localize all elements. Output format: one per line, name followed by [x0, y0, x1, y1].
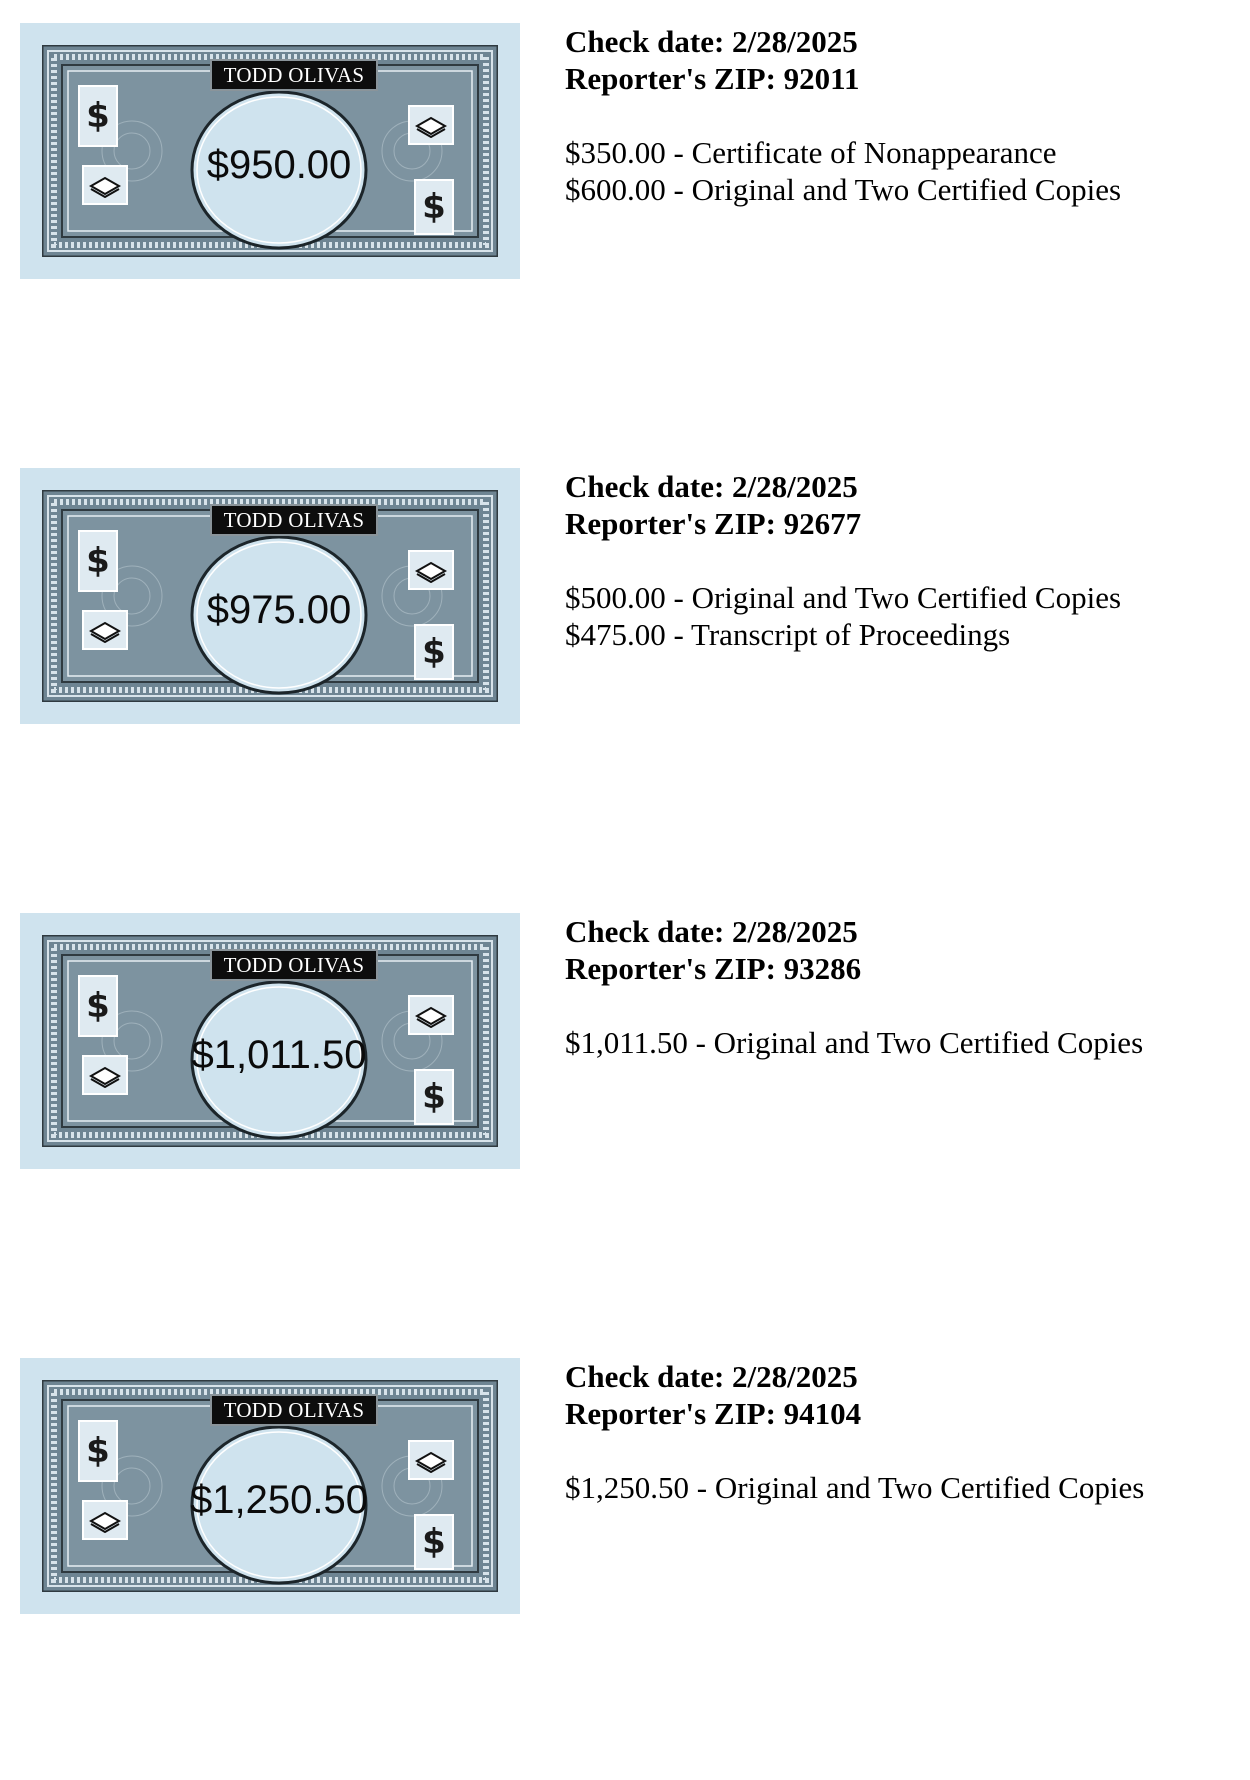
- line-item: $1,250.50 - Original and Two Certified Copies: [565, 1470, 1145, 1505]
- check-date: Check date: 2/28/2025: [565, 914, 858, 949]
- cash-stack-icon: [82, 1055, 128, 1095]
- dollar-sign-icon: $: [414, 624, 454, 680]
- line-items: [565, 1469, 1225, 1506]
- bill-amount: $1,250.50: [190, 1477, 368, 1522]
- check-details: [565, 468, 1225, 653]
- bill-image: [20, 913, 520, 1169]
- bill-body: [42, 45, 498, 257]
- bill-image: [20, 1358, 520, 1614]
- bill-amount: $1,011.50: [191, 1032, 367, 1077]
- bill-image: [20, 468, 520, 724]
- check-details: [565, 1358, 1225, 1506]
- reporter-zip: Reporter's ZIP: 92677: [565, 506, 862, 541]
- check-date: Check date: 2/28/2025: [565, 24, 858, 59]
- cash-stack-icon: [408, 1440, 454, 1480]
- cash-stack-icon: [408, 550, 454, 590]
- bill-amount: $975.00: [206, 587, 352, 632]
- check-entry: [0, 1335, 1250, 1780]
- line-items: [565, 134, 1225, 208]
- check-details: [565, 913, 1225, 1061]
- check-date: Check date: 2/28/2025: [565, 1359, 858, 1394]
- check-date: Check date: 2/28/2025: [565, 469, 858, 504]
- reporter-zip: Reporter's ZIP: 92011: [565, 61, 860, 96]
- bill-image: [20, 23, 520, 279]
- cash-stack-icon: [82, 165, 128, 205]
- dollar-sign-icon: $: [78, 530, 118, 592]
- cash-stack-icon: [408, 995, 454, 1035]
- line-item: $600.00 - Original and Two Certified Copies: [565, 172, 1122, 207]
- line-item: $500.00 - Original and Two Certified Copies: [565, 580, 1122, 615]
- dollar-sign-icon: $: [414, 1069, 454, 1125]
- line-items: [565, 1024, 1225, 1061]
- bill-amount: $950.00: [206, 142, 352, 187]
- dollar-sign-icon: $: [414, 179, 454, 235]
- dollar-sign-icon: $: [78, 975, 118, 1037]
- line-item: $475.00 - Transcript of Proceedings: [565, 617, 1011, 652]
- reporter-zip: Reporter's ZIP: 93286: [565, 951, 862, 986]
- cash-stack-icon: [82, 1500, 128, 1540]
- dollar-sign-icon: $: [78, 85, 118, 147]
- dollar-sign-icon: $: [78, 1420, 118, 1482]
- line-item: $350.00 - Certificate of Nonappearance: [565, 135, 1057, 170]
- payee-name: TODD OLIVAS: [210, 949, 378, 981]
- check-entry: [0, 0, 1250, 445]
- payee-name: TODD OLIVAS: [210, 504, 378, 536]
- bill-body: [42, 1380, 498, 1592]
- reporter-zip: Reporter's ZIP: 94104: [565, 1396, 862, 1431]
- line-item: $1,011.50 - Original and Two Certified Copies: [565, 1025, 1144, 1060]
- line-items: [565, 579, 1225, 653]
- bill-body: [42, 490, 498, 702]
- bill-body: [42, 935, 498, 1147]
- check-entry: [0, 890, 1250, 1335]
- payee-name: TODD OLIVAS: [210, 59, 378, 91]
- cash-stack-icon: [82, 610, 128, 650]
- check-entry: [0, 445, 1250, 890]
- check-details: [565, 23, 1225, 208]
- payee-name: TODD OLIVAS: [210, 1394, 378, 1426]
- dollar-sign-icon: $: [414, 1514, 454, 1570]
- cash-stack-icon: [408, 105, 454, 145]
